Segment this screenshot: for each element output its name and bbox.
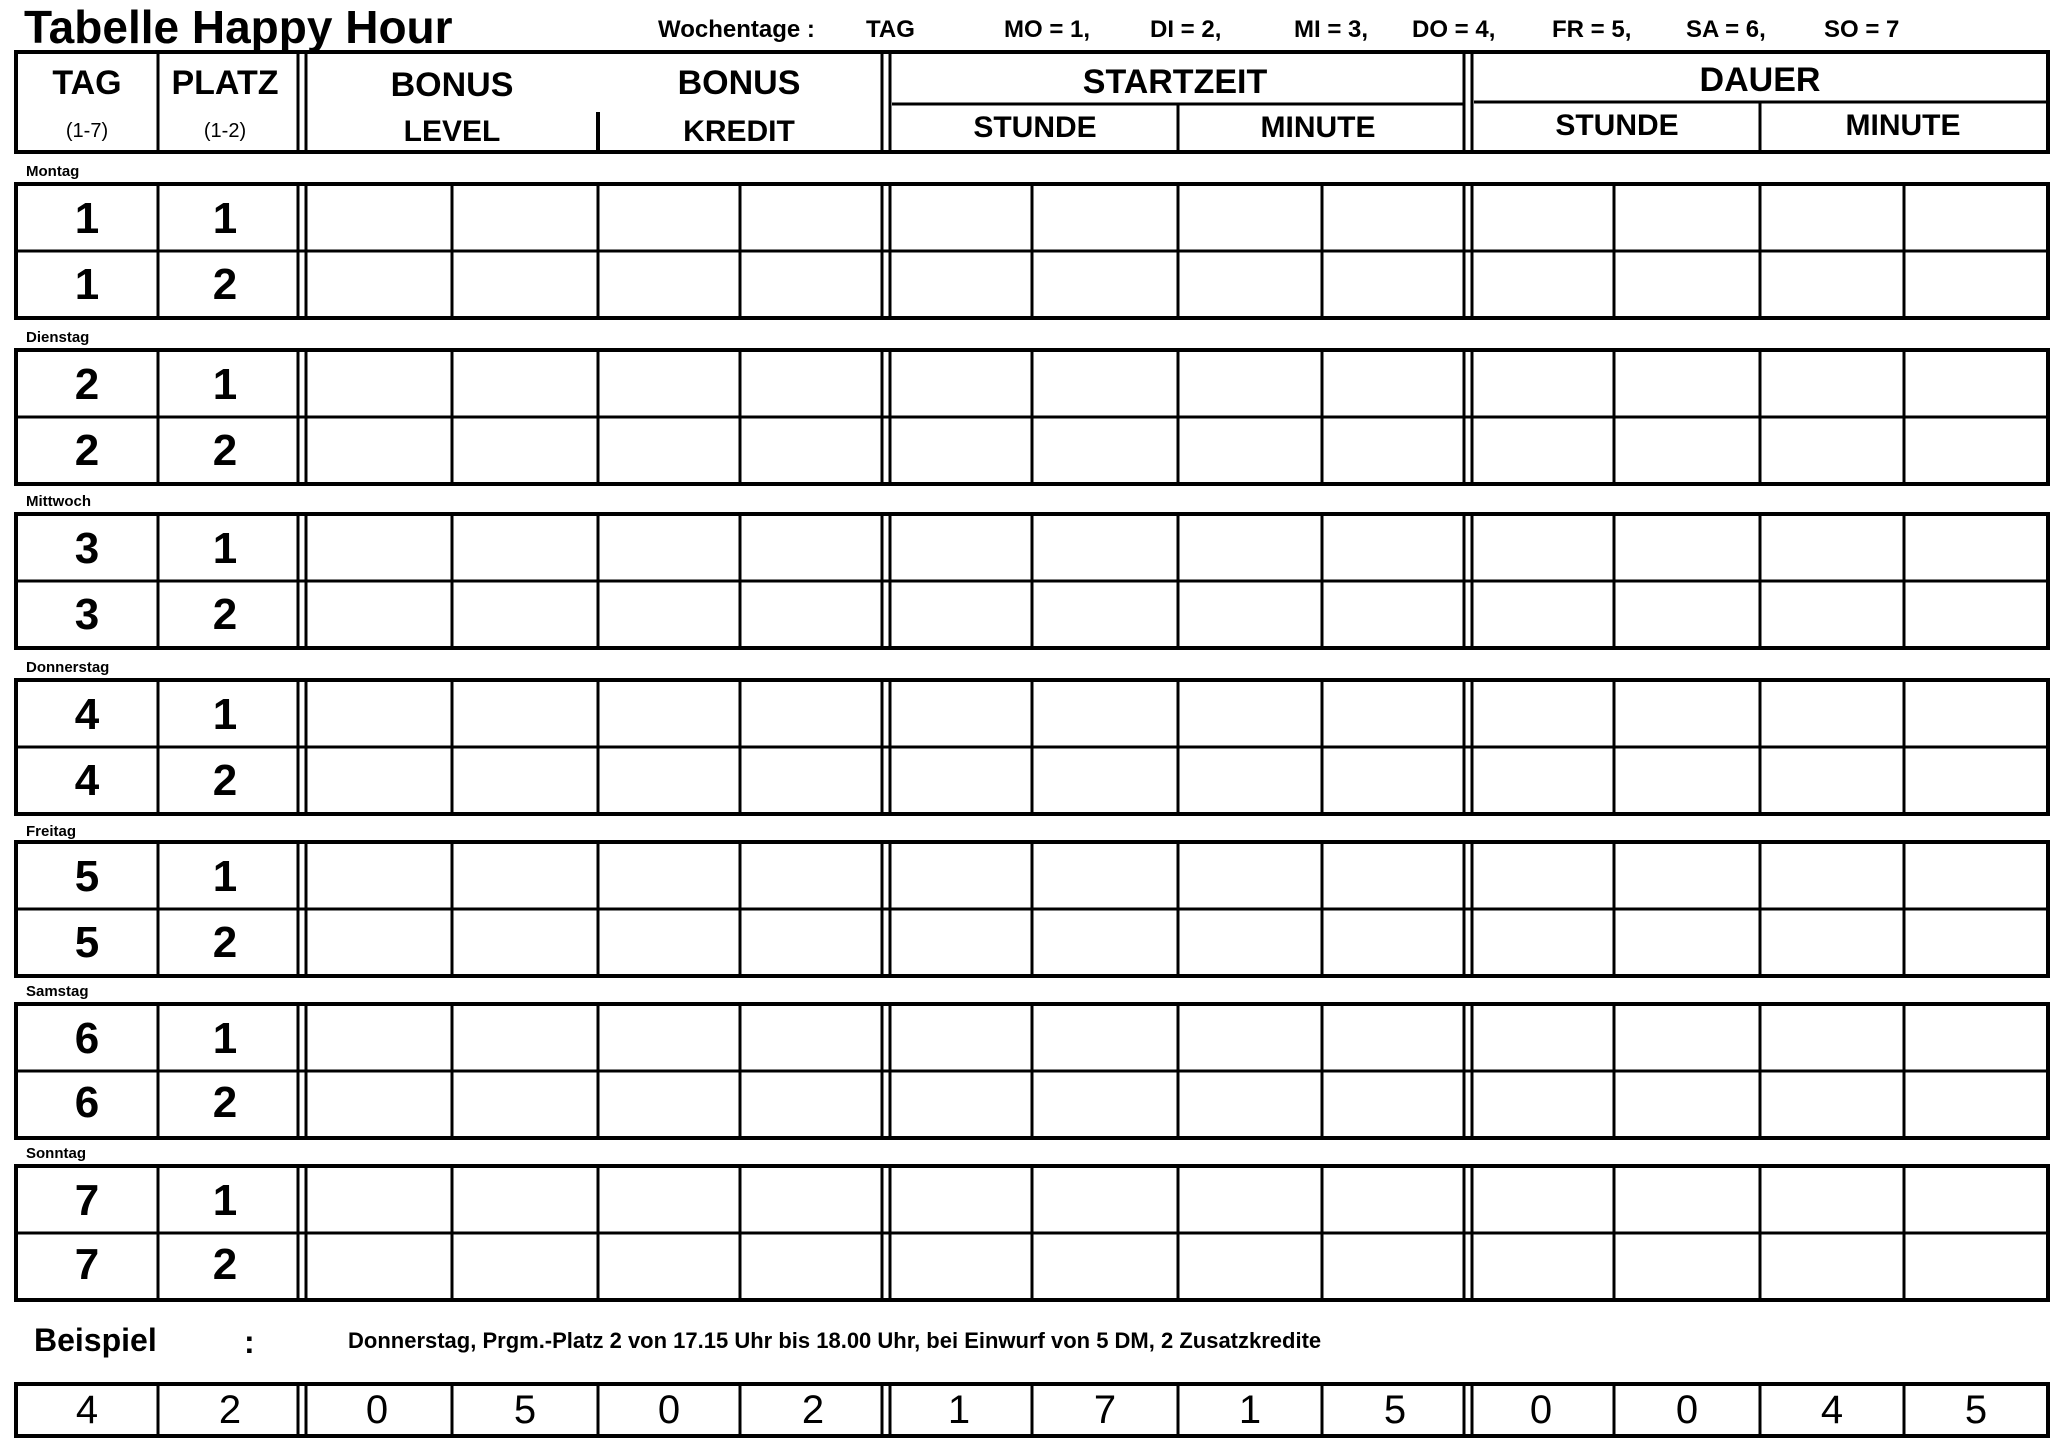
example-description: Donnerstag, Prgm.-Platz 2 von 17.15 Uhr bis 18.00 Uhr, bei Einwurf von 5 DM, 2 Zusatzkredite	[348, 1328, 1322, 1353]
header-bonus-kredit-top: BONUS	[677, 64, 801, 102]
entry-cell[interactable]	[1620, 1170, 1754, 1229]
row-platz-value: 2	[212, 426, 238, 475]
entry-cell[interactable]	[746, 188, 880, 247]
entry-cell[interactable]	[1474, 1075, 1608, 1134]
entry-cell[interactable]	[458, 846, 592, 905]
entry-cell[interactable]	[308, 1237, 446, 1296]
entry-cell[interactable]	[308, 585, 446, 644]
entry-cell[interactable]	[1474, 354, 1608, 413]
weekday-legend-mi: MI = 3,	[1294, 16, 1369, 43]
entry-cell[interactable]	[1328, 354, 1462, 413]
row-platz-value: 1	[212, 524, 238, 573]
entry-cell[interactable]	[1910, 846, 2042, 905]
entry-cell[interactable]	[892, 1075, 1026, 1134]
example-value: 0	[1529, 1388, 1553, 1432]
entry-cell[interactable]	[1328, 751, 1462, 810]
entry-cell[interactable]	[604, 846, 734, 905]
entry-cell[interactable]	[1620, 1008, 1754, 1067]
weekday-legend-label: Wochentage :	[658, 16, 815, 43]
entry-cell[interactable]	[1474, 255, 1608, 314]
entry-cell[interactable]	[1328, 188, 1462, 247]
row-tag-value: 2	[74, 426, 100, 475]
entry-cell[interactable]	[458, 188, 592, 247]
entry-cell[interactable]	[308, 188, 446, 247]
entry-cell[interactable]	[604, 1008, 734, 1067]
entry-cell[interactable]	[1328, 1237, 1462, 1296]
entry-cell[interactable]	[892, 684, 1026, 743]
entry-cell[interactable]	[458, 1170, 592, 1229]
row-platz-value: 2	[212, 1240, 238, 1289]
entry-cell[interactable]	[892, 585, 1026, 644]
entry-cell[interactable]	[1184, 846, 1316, 905]
row-tag-value: 3	[74, 524, 100, 573]
entry-cell[interactable]	[1038, 1075, 1172, 1134]
entry-cell[interactable]	[746, 585, 880, 644]
example-value: 5	[1964, 1388, 1988, 1432]
row-platz-value: 1	[212, 1176, 238, 1225]
row-platz-value: 1	[212, 360, 238, 409]
example-value: 1	[947, 1388, 971, 1432]
row-tag-value: 4	[74, 756, 100, 805]
header-dauer-stunde: STUNDE	[1555, 109, 1679, 142]
entry-cell[interactable]	[1620, 518, 1754, 577]
example-value: 4	[1820, 1388, 1844, 1432]
header-startzeit-minute: MINUTE	[1260, 111, 1376, 144]
entry-cell[interactable]	[1328, 1075, 1462, 1134]
row-tag-value: 7	[74, 1240, 100, 1289]
entry-cell[interactable]	[746, 684, 880, 743]
entry-cell[interactable]	[746, 1075, 880, 1134]
entry-cell[interactable]	[308, 354, 446, 413]
entry-cell[interactable]	[1620, 1237, 1754, 1296]
header-bonus-level-bottom: LEVEL	[403, 115, 501, 148]
row-platz-value: 2	[212, 918, 238, 967]
example-value: 0	[365, 1388, 389, 1432]
entry-cell[interactable]	[1184, 1075, 1316, 1134]
entry-cell[interactable]	[458, 354, 592, 413]
entry-cell[interactable]	[1910, 1170, 2042, 1229]
entry-cell[interactable]	[1474, 751, 1608, 810]
entry-cell[interactable]	[1766, 518, 1898, 577]
entry-cell[interactable]	[1184, 585, 1316, 644]
entry-cell[interactable]	[1038, 188, 1172, 247]
entry-cell[interactable]	[1766, 913, 1898, 972]
entry-cell[interactable]	[1910, 518, 2042, 577]
entry-cell[interactable]	[1038, 913, 1172, 972]
entry-cell[interactable]	[1328, 585, 1462, 644]
entry-cell[interactable]	[1910, 751, 2042, 810]
entry-cell[interactable]	[1910, 684, 2042, 743]
example-value: 7	[1093, 1388, 1117, 1432]
header-platz-range: (1-2)	[203, 120, 247, 142]
entry-cell[interactable]	[1474, 1008, 1608, 1067]
entry-cell[interactable]	[1620, 421, 1754, 480]
row-platz-value: 2	[212, 260, 238, 309]
row-platz-value: 2	[212, 1078, 238, 1127]
entry-cell[interactable]	[1910, 1008, 2042, 1067]
entry-cell[interactable]	[1038, 1170, 1172, 1229]
example-value: 0	[657, 1388, 681, 1432]
entry-cell[interactable]	[604, 518, 734, 577]
entry-cell[interactable]	[1474, 1170, 1608, 1229]
row-tag-value: 7	[74, 1176, 100, 1225]
weekday-legend-fr: FR = 5,	[1552, 16, 1632, 43]
entry-cell[interactable]	[308, 684, 446, 743]
entry-cell[interactable]	[458, 751, 592, 810]
row-tag-value: 1	[74, 260, 100, 309]
entry-cell[interactable]	[458, 255, 592, 314]
example-value: 0	[1675, 1388, 1699, 1432]
weekday-legend-sa: SA = 6,	[1686, 16, 1766, 43]
entry-cell[interactable]	[1184, 684, 1316, 743]
entry-cell[interactable]	[308, 1008, 446, 1067]
row-platz-value: 2	[212, 590, 238, 639]
entry-cell[interactable]	[1620, 751, 1754, 810]
header-tag: TAG	[52, 64, 122, 102]
entry-cell[interactable]	[1910, 354, 2042, 413]
entry-cell[interactable]	[1328, 846, 1462, 905]
entry-cell[interactable]	[1038, 421, 1172, 480]
row-platz-value: 2	[212, 756, 238, 805]
entry-cell[interactable]	[1328, 421, 1462, 480]
entry-cell[interactable]	[458, 421, 592, 480]
entry-cell[interactable]	[1038, 1008, 1172, 1067]
row-tag-value: 5	[74, 918, 100, 967]
entry-cell[interactable]	[1038, 1237, 1172, 1296]
example-label: Beispiel	[34, 1322, 157, 1358]
entry-cell[interactable]	[308, 846, 446, 905]
entry-cell[interactable]	[604, 188, 734, 247]
entry-cell[interactable]	[1184, 188, 1316, 247]
entry-cell[interactable]	[458, 1008, 592, 1067]
header-platz: PLATZ	[171, 64, 279, 102]
entry-cell[interactable]	[1910, 1237, 2042, 1296]
entry-cell[interactable]	[1766, 1075, 1898, 1134]
entry-cell[interactable]	[746, 1008, 880, 1067]
entry-cell[interactable]	[1474, 585, 1608, 644]
entry-cell[interactable]	[746, 354, 880, 413]
day-label-sonntag: Sonntag	[26, 1145, 86, 1162]
row-platz-value: 1	[212, 1014, 238, 1063]
entry-cell[interactable]	[1766, 585, 1898, 644]
entry-cell[interactable]	[1766, 255, 1898, 314]
entry-cell[interactable]	[1766, 421, 1898, 480]
entry-cell[interactable]	[1766, 188, 1898, 247]
entry-cell[interactable]	[1910, 421, 2042, 480]
day-label-montag: Montag	[26, 163, 80, 180]
entry-cell[interactable]	[1474, 421, 1608, 480]
entry-cell[interactable]	[892, 846, 1026, 905]
example-colon: :	[244, 1324, 255, 1360]
header-tag-range: (1-7)	[65, 120, 109, 142]
entry-cell[interactable]	[604, 913, 734, 972]
entry-cell[interactable]	[308, 751, 446, 810]
entry-cell[interactable]	[1474, 684, 1608, 743]
entry-cell[interactable]	[1474, 846, 1608, 905]
row-tag-value: 5	[74, 852, 100, 901]
entry-cell[interactable]	[1910, 585, 2042, 644]
header-bonus-kredit-bottom: KREDIT	[683, 115, 795, 148]
example-value: 5	[513, 1388, 537, 1432]
row-tag-value: 6	[74, 1078, 100, 1127]
entry-cell[interactable]	[1184, 354, 1316, 413]
entry-cell[interactable]	[892, 421, 1026, 480]
row-platz-value: 1	[212, 690, 238, 739]
example-value: 4	[75, 1388, 99, 1432]
entry-cell[interactable]	[1328, 1170, 1462, 1229]
entry-cell[interactable]	[308, 421, 446, 480]
row-platz-value: 1	[212, 852, 238, 901]
entry-cell[interactable]	[1766, 751, 1898, 810]
entry-cell[interactable]	[746, 913, 880, 972]
entry-cell[interactable]	[746, 846, 880, 905]
entry-cell[interactable]	[458, 684, 592, 743]
entry-cell[interactable]	[1038, 585, 1172, 644]
entry-cell[interactable]	[746, 255, 880, 314]
entry-cell[interactable]	[604, 684, 734, 743]
entry-cell[interactable]	[1038, 518, 1172, 577]
entry-cell[interactable]	[1184, 913, 1316, 972]
entry-cell[interactable]	[308, 1170, 446, 1229]
entry-cell[interactable]	[1620, 1075, 1754, 1134]
entry-cell[interactable]	[1766, 1170, 1898, 1229]
entry-cell[interactable]	[1910, 188, 2042, 247]
row-tag-value: 2	[74, 360, 100, 409]
row-platz-value: 1	[212, 194, 238, 243]
entry-cell[interactable]	[746, 1170, 880, 1229]
entry-cell[interactable]	[892, 1170, 1026, 1229]
entry-cell[interactable]	[604, 255, 734, 314]
example-value: 5	[1383, 1388, 1407, 1432]
entry-cell[interactable]	[1620, 188, 1754, 247]
entry-cell[interactable]	[308, 1075, 446, 1134]
entry-cell[interactable]	[1038, 684, 1172, 743]
entry-cell[interactable]	[892, 1008, 1026, 1067]
entry-cell[interactable]	[604, 751, 734, 810]
example-value: 1	[1238, 1388, 1262, 1432]
entry-cell[interactable]	[1766, 354, 1898, 413]
entry-cell[interactable]	[892, 1237, 1026, 1296]
header-startzeit: STARTZEIT	[1082, 63, 1268, 101]
entry-cell[interactable]	[1910, 255, 2042, 314]
entry-cell[interactable]	[1184, 1008, 1316, 1067]
entry-cell[interactable]	[308, 518, 446, 577]
entry-cell[interactable]	[604, 1075, 734, 1134]
entry-cell[interactable]	[892, 518, 1026, 577]
entry-cell[interactable]	[604, 421, 734, 480]
header-dauer: DAUER	[1699, 61, 1821, 99]
weekday-legend-do: DO = 4,	[1412, 16, 1496, 43]
entry-cell[interactable]	[1328, 518, 1462, 577]
header-dauer-minute: MINUTE	[1845, 109, 1961, 142]
entry-cell[interactable]	[1620, 684, 1754, 743]
entry-cell[interactable]	[1038, 354, 1172, 413]
entry-cell[interactable]	[1620, 585, 1754, 644]
entry-cell[interactable]	[892, 354, 1026, 413]
day-label-donnerstag: Donnerstag	[26, 659, 110, 676]
entry-cell[interactable]	[458, 1237, 592, 1296]
weekday-legend-mo: MO = 1,	[1004, 16, 1091, 43]
entry-cell[interactable]	[1910, 913, 2042, 972]
entry-cell[interactable]	[746, 518, 880, 577]
entry-cell[interactable]	[1766, 1237, 1898, 1296]
day-label-mittwoch: Mittwoch	[26, 493, 91, 510]
entry-cell[interactable]	[458, 1075, 592, 1134]
entry-cell[interactable]	[892, 188, 1026, 247]
entry-cell[interactable]	[1038, 255, 1172, 314]
row-tag-value: 1	[74, 194, 100, 243]
entry-cell[interactable]	[892, 751, 1026, 810]
entry-cell[interactable]	[1184, 518, 1316, 577]
entry-cell[interactable]	[1328, 913, 1462, 972]
entry-cell[interactable]	[1328, 1008, 1462, 1067]
entry-cell[interactable]	[1474, 913, 1608, 972]
row-tag-value: 3	[74, 590, 100, 639]
header-startzeit-stunde: STUNDE	[973, 111, 1097, 144]
entry-cell[interactable]	[1620, 354, 1754, 413]
entry-cell[interactable]	[892, 255, 1026, 314]
entry-cell[interactable]	[1184, 255, 1316, 314]
entry-cell[interactable]	[458, 913, 592, 972]
entry-cell[interactable]	[604, 1170, 734, 1229]
entry-cell[interactable]	[1766, 684, 1898, 743]
example-value: 2	[218, 1388, 242, 1432]
entry-cell[interactable]	[1620, 255, 1754, 314]
entry-cell[interactable]	[1038, 846, 1172, 905]
day-label-freitag: Freitag	[26, 823, 77, 840]
entry-cell[interactable]	[1620, 913, 1754, 972]
weekday-legend-so: SO = 7	[1824, 16, 1900, 43]
entry-cell[interactable]	[1184, 421, 1316, 480]
entry-cell[interactable]	[1184, 1170, 1316, 1229]
entry-cell[interactable]	[308, 913, 446, 972]
entry-cell[interactable]	[1620, 846, 1754, 905]
day-label-samstag: Samstag	[26, 983, 89, 1000]
entry-cell[interactable]	[1910, 1075, 2042, 1134]
day-label-dienstag: Dienstag	[26, 329, 90, 346]
weekday-legend-tag: TAG	[866, 16, 915, 43]
entry-cell[interactable]	[604, 585, 734, 644]
entry-cell[interactable]	[458, 585, 592, 644]
entry-cell[interactable]	[1474, 188, 1608, 247]
row-tag-value: 4	[74, 690, 100, 739]
header-bonus-level-top: BONUS	[390, 66, 514, 104]
page-title: Tabelle Happy Hour	[24, 1, 453, 53]
example-value: 2	[801, 1388, 825, 1432]
entry-cell[interactable]	[892, 913, 1026, 972]
row-tag-value: 6	[74, 1014, 100, 1063]
entry-cell[interactable]	[1766, 846, 1898, 905]
weekday-legend-di: DI = 2,	[1150, 16, 1222, 43]
entry-cell[interactable]	[604, 1237, 734, 1296]
entry-cell[interactable]	[308, 255, 446, 314]
entry-cell[interactable]	[1328, 255, 1462, 314]
entry-cell[interactable]	[746, 421, 880, 480]
entry-cell[interactable]	[1474, 518, 1608, 577]
entry-cell[interactable]	[458, 518, 592, 577]
entry-cell[interactable]	[1184, 751, 1316, 810]
entry-cell[interactable]	[1038, 751, 1172, 810]
entry-cell[interactable]	[746, 1237, 880, 1296]
entry-cell[interactable]	[1766, 1008, 1898, 1067]
entry-cell[interactable]	[1184, 1237, 1316, 1296]
entry-cell[interactable]	[746, 751, 880, 810]
entry-cell[interactable]	[1474, 1237, 1608, 1296]
entry-cell[interactable]	[604, 354, 734, 413]
entry-cell[interactable]	[1328, 684, 1462, 743]
